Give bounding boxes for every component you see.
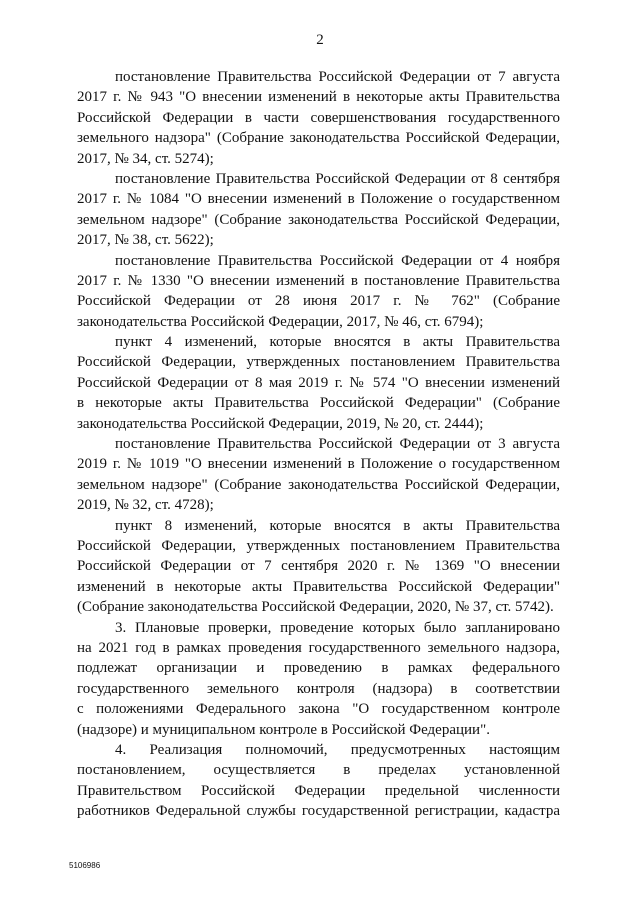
- paragraph-section-3-planned-inspections: [77, 618, 560, 740]
- paragraph-section-4-implementation: [77, 740, 560, 822]
- text-line: Российской Федерации, утвержденных постановлением Правительства: [77, 537, 560, 554]
- text-line: 2017, № 38, ст. 5622);: [77, 232, 214, 249]
- text-line: работников Федеральной службы государственной регистрации, кадастра: [77, 803, 560, 820]
- text-line: государственного земельного контроля (надзора) в соответствии: [77, 680, 560, 697]
- text-line: Правительством Российской Федерации предельной численности: [77, 782, 560, 799]
- paragraph-resolution-1019: [77, 434, 560, 516]
- text-line: законодательства Российской Федерации, 2017, № 46, ст. 6794);: [77, 313, 484, 330]
- text-line: в некоторые акты Правительства Российской Федерации" (Собрание: [77, 395, 560, 412]
- text-line: земельного надзора" (Собрание законодательства Российской Федерации,: [77, 130, 560, 147]
- paragraph-resolution-1330: [77, 251, 560, 333]
- text-line: с положениями Федерального закона "О государственном контроле: [77, 701, 560, 718]
- text-line: постановление Правительства Российской Федерации от 3 августа: [115, 436, 560, 453]
- text-line: подлежат организации и проведению в рамках федерального: [77, 660, 560, 677]
- text-line: законодательства Российской Федерации, 2019, № 20, ст. 2444);: [77, 415, 484, 432]
- paragraph-resolution-1084: [77, 169, 560, 251]
- document-body: [77, 67, 560, 821]
- text-line: постановлением, осуществляется в пределах установленной: [77, 762, 560, 779]
- text-line: Российской Федерации от 7 сентября 2020 г. № 1369 "О внесении: [77, 558, 560, 575]
- text-line: пункт 8 изменений, которые вносятся в акты Правительства: [115, 517, 560, 534]
- text-line: пункт 4 изменений, которые вносятся в акты Правительства: [115, 334, 560, 351]
- text-line: 3. Плановые проверки, проведение которых было запланировано: [115, 619, 560, 636]
- paragraph-resolution-943: [77, 67, 560, 169]
- text-line: постановление Правительства Российской Федерации от 8 сентября: [115, 170, 560, 187]
- text-line: 2017 г. № 1084 "О внесении изменений в Положение о государственном: [77, 191, 560, 208]
- text-line: Российской Федерации в части совершенствования государственного: [77, 109, 560, 126]
- text-line: на 2021 год в рамках проведения государственного земельного надзора,: [77, 639, 560, 656]
- text-line: земельном надзоре" (Собрание законодательства Российской Федерации,: [77, 476, 560, 493]
- document-barcode-number: 5106986: [69, 861, 101, 870]
- text-line: изменений в некоторые акты Правительства Российской Федерации": [77, 578, 560, 595]
- text-line: (Собрание законодательства Российской Федерации, 2020, № 37, ст. 5742).: [77, 599, 554, 616]
- text-line: Российской Федерации, утвержденных постановлением Правительства: [77, 354, 560, 371]
- text-line: 2019 г. № 1019 "О внесении изменений в Положение о государственном: [77, 456, 560, 473]
- text-line: 2017 г. № 1330 "О внесении изменений в постановление Правительства: [77, 272, 560, 289]
- text-line: 2017 г. № 943 "О внесении изменений в некоторые акты Правительства: [77, 89, 560, 106]
- paragraph-item-8-resolution-1369: [77, 516, 560, 618]
- text-line: постановление Правительства Российской Федерации от 7 августа: [115, 69, 560, 85]
- text-line: Российской Федерации от 28 июня 2017 г. № 762" (Собрание: [77, 293, 560, 310]
- text-line: Российской Федерации от 8 мая 2019 г. № 574 "О внесении изменений: [77, 374, 560, 391]
- text-line: 2019, № 32, ст. 4728);: [77, 497, 214, 514]
- text-line: 2017, № 34, ст. 5274);: [77, 150, 214, 167]
- text-line: земельном надзоре" (Собрание законодательства Российской Федерации,: [77, 211, 560, 228]
- text-line: (надзоре) и муниципальном контроле в Российской Федерации".: [77, 721, 490, 738]
- page-number: 2: [316, 32, 324, 48]
- text-line: постановление Правительства Российской Федерации от 4 ноября: [115, 252, 560, 269]
- text-line: 4. Реализация полномочий, предусмотренных настоящим: [115, 741, 560, 758]
- paragraph-item-4-resolution-574: [77, 332, 560, 434]
